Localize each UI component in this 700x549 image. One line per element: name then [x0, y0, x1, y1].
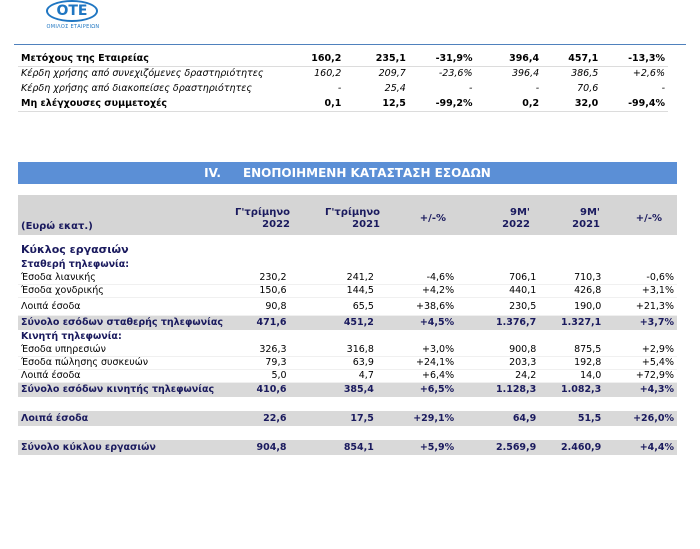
row-label: Κέρδη χρήσης από διακοπείσες δραστηριότητες: [21, 83, 252, 94]
row-value: +72,9%: [604, 369, 677, 382]
row-label: Κέρδη χρήσης από συνεχιζόμενες δραστηριότητες: [21, 68, 264, 80]
section-heading-label: Κύκλος εργασιών: [21, 242, 129, 256]
row-value: 0,2: [475, 96, 542, 111]
row-value: +4,3%: [604, 382, 677, 397]
table-row: [18, 51, 668, 66]
row-value: 854,1: [290, 440, 377, 455]
row-value: 230,5: [457, 297, 539, 315]
row-label: Έσοδα πώλησης συσκευών: [18, 356, 228, 369]
row-label: Μη ελέγχουσες συμμετοχές: [18, 96, 285, 111]
logo-mark: ΟΤΕ: [46, 0, 98, 22]
row-value: +21,3%: [604, 297, 677, 315]
row-value: +2,9%: [604, 343, 677, 356]
fixed-total-row: [18, 315, 677, 330]
row-value: -0,6%: [604, 271, 677, 284]
row-value: 209,7: [378, 68, 406, 80]
header-q3-2022: Γ'τρίμηνο 2022: [234, 207, 290, 230]
row-value: -: [661, 83, 665, 94]
row-value: 326,3: [228, 343, 290, 356]
row-value: 51,5: [539, 411, 604, 426]
row-value: +5,9%: [377, 440, 457, 455]
table-row: [18, 369, 677, 382]
row-value: +26,0%: [604, 411, 677, 426]
row-value: 241,2: [290, 271, 377, 284]
row-value: -: [535, 83, 540, 94]
row-value: 12,5: [344, 96, 409, 111]
row-value: +5,4%: [604, 356, 677, 369]
table-row: [18, 271, 677, 284]
row-value: 386,5: [571, 68, 599, 80]
row-value: 90,8: [228, 297, 290, 315]
row-value: 904,8: [228, 440, 290, 455]
row-value: 457,1: [542, 51, 601, 66]
row-label: Έσοδα λιανικής: [18, 271, 228, 284]
row-value: -: [337, 83, 342, 94]
row-value: 2.569,9: [457, 440, 539, 455]
row-value: -4,6%: [377, 271, 457, 284]
row-value: 190,0: [539, 297, 604, 315]
unit-label: (Ευρώ εκατ.): [21, 221, 93, 232]
row-value: 396,4: [511, 68, 540, 80]
table-row: [18, 96, 668, 111]
row-value: 710,3: [539, 271, 604, 284]
row-value: 1.327,1: [539, 315, 604, 330]
row-value: +3,7%: [604, 315, 677, 330]
header-change-9m: +/-%: [635, 213, 662, 224]
row-value: 203,3: [457, 356, 539, 369]
spacer-row: [18, 426, 677, 440]
logo-subtitle: ΟΜΙΛΟΣ ΕΤΑΙΡΕΙΩΝ: [46, 24, 100, 30]
row-value: +4,2%: [377, 284, 457, 297]
header-divider: [14, 44, 686, 45]
row-value: -13,3%: [601, 51, 668, 66]
mobile-total-row: [18, 382, 677, 397]
row-value: 70,6: [577, 83, 599, 94]
row-value: 150,6: [228, 284, 290, 297]
row-value: 0,1: [285, 96, 344, 111]
row-value: 1.128,3: [457, 382, 539, 397]
row-value: 160,2: [285, 51, 344, 66]
row-value: 900,8: [457, 343, 539, 356]
row-value: 235,1: [344, 51, 409, 66]
row-value: 79,3: [228, 356, 290, 369]
row-value: +3,1%: [604, 284, 677, 297]
header-change-q3: +/-%: [419, 213, 446, 224]
row-value: 1.376,7: [457, 315, 539, 330]
header-9m-2021: 9Μ' 2021: [572, 207, 600, 230]
row-value: 410,6: [228, 382, 290, 397]
row-value: -99,4%: [601, 96, 668, 111]
fixed-telephony-heading: [18, 258, 677, 271]
revenue-table: [18, 240, 677, 455]
row-value: -31,9%: [409, 51, 476, 66]
row-label: Σύνολο εσόδων σταθερής τηλεφωνίας: [18, 315, 228, 330]
row-value: 440,1: [457, 284, 539, 297]
row-value: +6,5%: [377, 382, 457, 397]
mobile-telephony-heading-label: Κινητή τηλεφωνία:: [21, 331, 122, 342]
row-value: +24,1%: [377, 356, 457, 369]
row-value: 65,5: [290, 297, 377, 315]
row-value: 230,2: [228, 271, 290, 284]
row-value: 144,5: [290, 284, 377, 297]
row-value: 4,7: [290, 369, 377, 382]
row-value: 22,6: [228, 411, 290, 426]
row-value: 471,6: [228, 315, 290, 330]
grand-total-row: [18, 440, 677, 455]
row-label: Έσοδα υπηρεσιών: [18, 343, 228, 356]
row-label: Λοιπά έσοδα: [18, 369, 228, 382]
row-value: 706,1: [457, 271, 539, 284]
row-value: 24,2: [457, 369, 539, 382]
row-value: 25,4: [384, 83, 406, 94]
row-value: -99,2%: [409, 96, 476, 111]
top-results-table: [18, 51, 668, 112]
row-value: 875,5: [539, 343, 604, 356]
table-row: [18, 66, 668, 81]
row-value: 1.082,3: [539, 382, 604, 397]
section-heading: [18, 240, 677, 258]
table-header: [18, 195, 677, 235]
section-number: IV.: [204, 166, 221, 180]
row-value: 426,8: [539, 284, 604, 297]
row-label: Έσοδα χονδρικής: [18, 284, 228, 297]
row-label: Λοιπά έσοδα: [18, 411, 228, 426]
row-value: 396,4: [475, 51, 542, 66]
row-value: -: [469, 83, 473, 94]
row-value: +4,5%: [377, 315, 457, 330]
table-row: [18, 356, 677, 369]
section-title-bar: [18, 162, 677, 184]
row-value: 32,0: [542, 96, 601, 111]
table-row: [18, 343, 677, 356]
table-row: [18, 81, 668, 96]
row-label: Σύνολο εσόδων κινητής τηλεφωνίας: [18, 382, 228, 397]
section-title: ΕΝΟΠΟΙΗΜΕΝΗ ΚΑΤΑΣΤΑΣΗ ΕΣΟΔΩΝ: [242, 166, 491, 180]
row-value: 316,8: [290, 343, 377, 356]
ote-logo: [38, 0, 108, 36]
row-value: +38,6%: [377, 297, 457, 315]
row-value: +4,4%: [604, 440, 677, 455]
row-value: 160,2: [314, 68, 342, 80]
fixed-telephony-heading-label: Σταθερή τηλεφωνία:: [21, 259, 130, 270]
row-label: Μετόχους της Εταιρείας: [18, 51, 285, 66]
row-value: +6,4%: [377, 369, 457, 382]
header-9m-2022: 9Μ' 2022: [502, 207, 530, 230]
row-value: 64,9: [457, 411, 539, 426]
row-label: Σύνολο κύκλου εργασιών: [18, 440, 228, 455]
row-value: 17,5: [290, 411, 377, 426]
row-value: -23,6%: [438, 68, 473, 80]
row-value: +3,0%: [377, 343, 457, 356]
row-value: 192,8: [539, 356, 604, 369]
header-q3-2021: Γ'τρίμηνο 2021: [324, 207, 380, 230]
row-value: 451,2: [290, 315, 377, 330]
other-revenue-row: [18, 411, 677, 426]
row-value: +2,6%: [632, 68, 665, 80]
table-row: [18, 297, 677, 315]
row-value: 14,0: [539, 369, 604, 382]
row-value: 63,9: [290, 356, 377, 369]
row-label: Λοιπά έσοδα: [18, 297, 228, 315]
row-value: 5,0: [228, 369, 290, 382]
row-value: 2.460,9: [539, 440, 604, 455]
row-value: +29,1%: [377, 411, 457, 426]
mobile-telephony-heading: [18, 330, 677, 343]
row-value: 385,4: [290, 382, 377, 397]
spacer-row: [18, 397, 677, 411]
table-row: [18, 284, 677, 297]
